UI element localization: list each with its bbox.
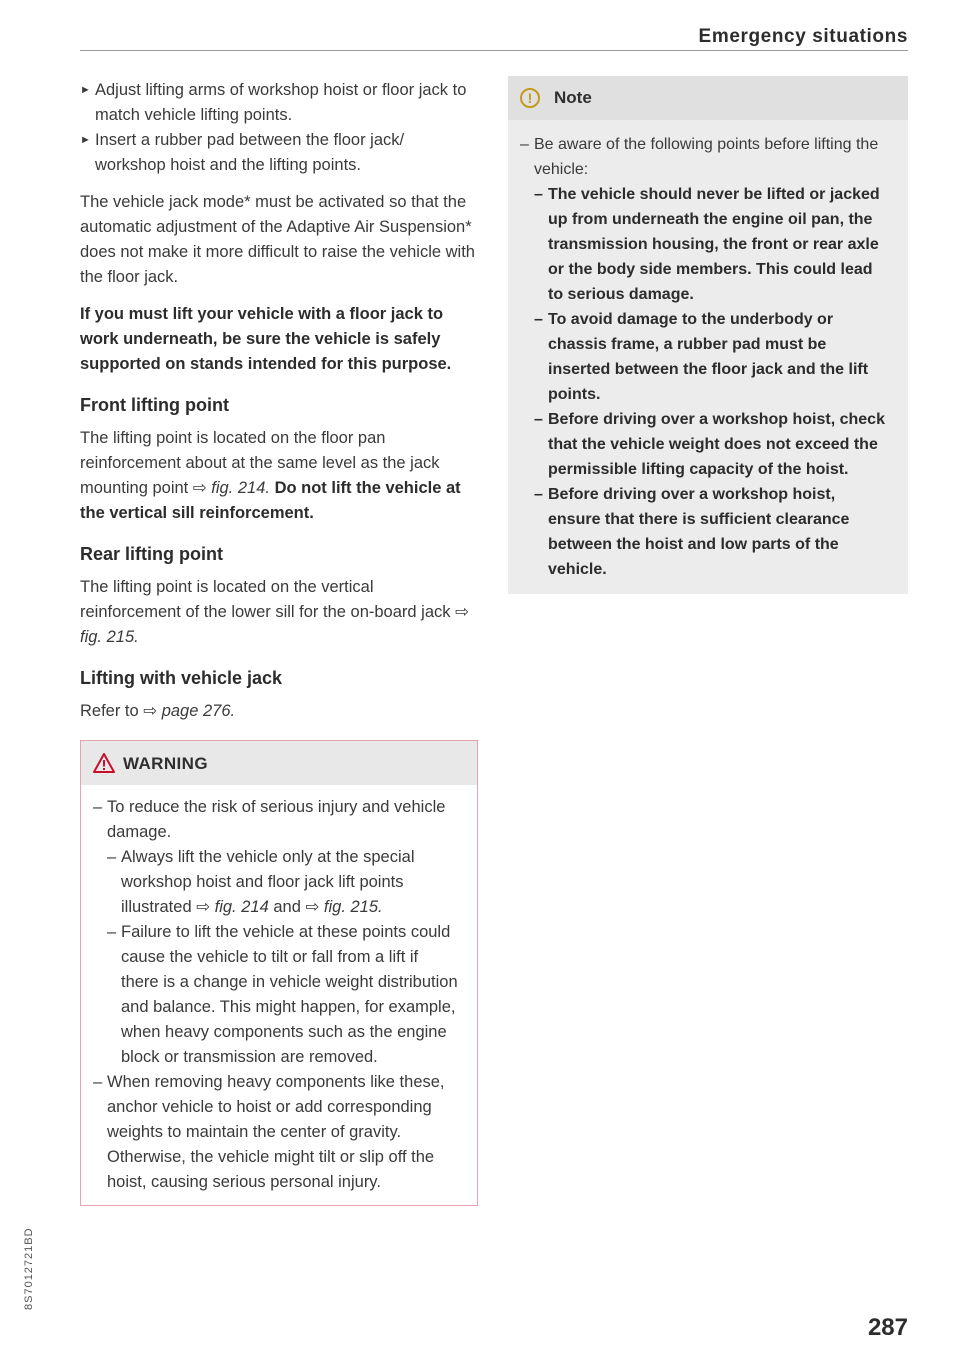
page-276-link[interactable]: ⇨ page 276. bbox=[143, 702, 236, 720]
page-number: 287 bbox=[867, 1314, 908, 1341]
warning-item-text: To reduce the risk of serious injury and vehicle damage. bbox=[107, 798, 446, 841]
note-item-text: Before driving over a workshop hoist, ensure that there is sufficient clearance between the hoist and low parts of the vehicle. bbox=[548, 486, 850, 578]
document-code: 8S7012721BD bbox=[23, 1227, 35, 1310]
section-title: Emergency situations bbox=[698, 26, 908, 47]
note-body bbox=[508, 120, 908, 594]
warning-subitem-text: Always lift the vehicle only at the special workshop hoist and floor jack lift points illustrated bbox=[121, 848, 415, 916]
header-rule bbox=[80, 50, 908, 51]
bullet-triangle-icon: ► bbox=[80, 134, 91, 146]
rear-lifting-body: The lifting point is located on the vertical reinforcement of the lower sill for the on-board jack bbox=[80, 578, 451, 621]
warning-header bbox=[81, 741, 477, 785]
fig-214-link[interactable]: ⇨ fig. 214. bbox=[192, 479, 270, 497]
bullet-text: Insert a rubber pad between the floor jack/ workshop hoist and the lifting points. bbox=[95, 131, 405, 174]
front-lifting-caution: Do not lift the vehicle at the vertical sill reinforcement. bbox=[80, 479, 461, 522]
bullet-item bbox=[80, 78, 478, 128]
warning-box bbox=[80, 740, 478, 1206]
note-item-text: To avoid damage to the underbody or chassis frame, a rubber pad must be inserted between the floor jack and the lift points. bbox=[548, 311, 869, 403]
note-item-text: Before driving over a workshop hoist, check that the vehicle weight does not exceed the permissible lifting capacity of the hoist. bbox=[548, 411, 885, 478]
warning-subitem-text: Failure to lift the vehicle at these points could cause the vehicle to tilt or fall from a lift if there is a change in vehicle weight distribution and balance. This might happen, for example, when heavy components such as the engine block or transmission are removed. bbox=[121, 923, 458, 1066]
warning-item: – When removing heavy components like these, anchor vehicle to hoist or add corresponding weights to maintain the center of gravity. Otherwise, the vehicle might tilt or slip off the hoist, causing serious personal injury. bbox=[93, 1073, 445, 1191]
front-lifting-heading: Front lifting point bbox=[80, 395, 229, 415]
note-intro-item: – Be aware of the following points before lifting the vehicle: bbox=[520, 136, 879, 178]
warning-title: WARNING bbox=[123, 753, 208, 773]
rear-lifting-heading: Rear lifting point bbox=[80, 544, 223, 564]
and-text: and bbox=[273, 898, 301, 916]
jack-mode-paragraph: The vehicle jack mode* must be activated so that the automatic adjustment of the Adaptive Air Suspension* does not make it more difficult to raise the vehicle with the floor jack. bbox=[80, 193, 475, 286]
warning-item-text: When removing heavy components like these, anchor vehicle to hoist or add corresponding weights to maintain the center of gravity. Otherwise, the vehicle might tilt or slip off the hoist, causing serious personal injury. bbox=[107, 1073, 445, 1191]
note-item: – To avoid damage to the underbody or chassis frame, a rubber pad must be inserted between the floor jack and the lift points. bbox=[534, 311, 869, 403]
note-item-text: The vehicle should never be lifted or jacked up from underneath the engine oil pan, the transmission housing, the front or rear axle or the body side members. This could lead to serious damage. bbox=[548, 186, 880, 303]
warning-subitem: – Failure to lift the vehicle at these points could cause the vehicle to tilt or fall from a lift if there is a change in vehicle weight distribution and balance. This might happen, for example, when heavy components such as the engine block or transmission are removed. bbox=[107, 923, 458, 1066]
info-exclamation-icon: ! bbox=[520, 88, 540, 108]
bullet-item bbox=[80, 128, 478, 178]
note-intro-text: Be aware of the following points before lifting the vehicle: bbox=[534, 136, 879, 178]
fig-215-link[interactable]: ⇨ fig. 215. bbox=[305, 898, 383, 916]
fig-215-link[interactable]: ⇨ fig. 215. bbox=[80, 603, 469, 646]
note-item: – The vehicle should never be lifted or jacked up from underneath the engine oil pan, the transmission housing, the front or rear axle or the body side members. This could lead to serious damage. bbox=[534, 186, 880, 303]
right-column bbox=[508, 76, 908, 594]
vehicle-jack-heading: Lifting with vehicle jack bbox=[80, 668, 283, 688]
note-title: Note bbox=[554, 88, 592, 107]
front-lifting-text bbox=[80, 426, 478, 526]
note-item: – Before driving over a workshop hoist, check that the vehicle weight does not exceed the permissible lifting capacity of the hoist. bbox=[534, 411, 885, 478]
bullet-text: Adjust lifting arms of workshop hoist or floor jack to match vehicle lifting points. bbox=[95, 81, 467, 124]
fig-214-link[interactable]: ⇨ fig. 214 bbox=[196, 898, 269, 916]
warning-item: – To reduce the risk of serious injury and vehicle damage. bbox=[93, 798, 446, 841]
note-box bbox=[508, 76, 908, 594]
front-lifting-body: The lifting point is located on the floor pan reinforcement about at the same level as the jack mounting point bbox=[80, 429, 440, 497]
note-item: – Before driving over a workshop hoist, ensure that there is sufficient clearance between the hoist and low parts of the vehicle. bbox=[534, 486, 850, 578]
note-header bbox=[508, 76, 908, 120]
vehicle-jack-text bbox=[80, 699, 478, 724]
warning-subitem: – Always lift the vehicle only at the special workshop hoist and floor jack lift points illustrated ⇨ fig. 214 and ⇨ fig. 215. bbox=[107, 848, 415, 916]
safety-paragraph: If you must lift your vehicle with a floor jack to work underneath, be sure the vehicle is safely supported on stands intended for this purpose. bbox=[80, 305, 452, 373]
left-column bbox=[80, 78, 478, 1206]
bullet-triangle-icon: ► bbox=[80, 84, 91, 96]
warning-triangle-icon bbox=[93, 753, 115, 773]
rear-lifting-text bbox=[80, 575, 478, 650]
vehicle-jack-body: Refer to bbox=[80, 702, 139, 720]
warning-body bbox=[81, 785, 477, 1205]
